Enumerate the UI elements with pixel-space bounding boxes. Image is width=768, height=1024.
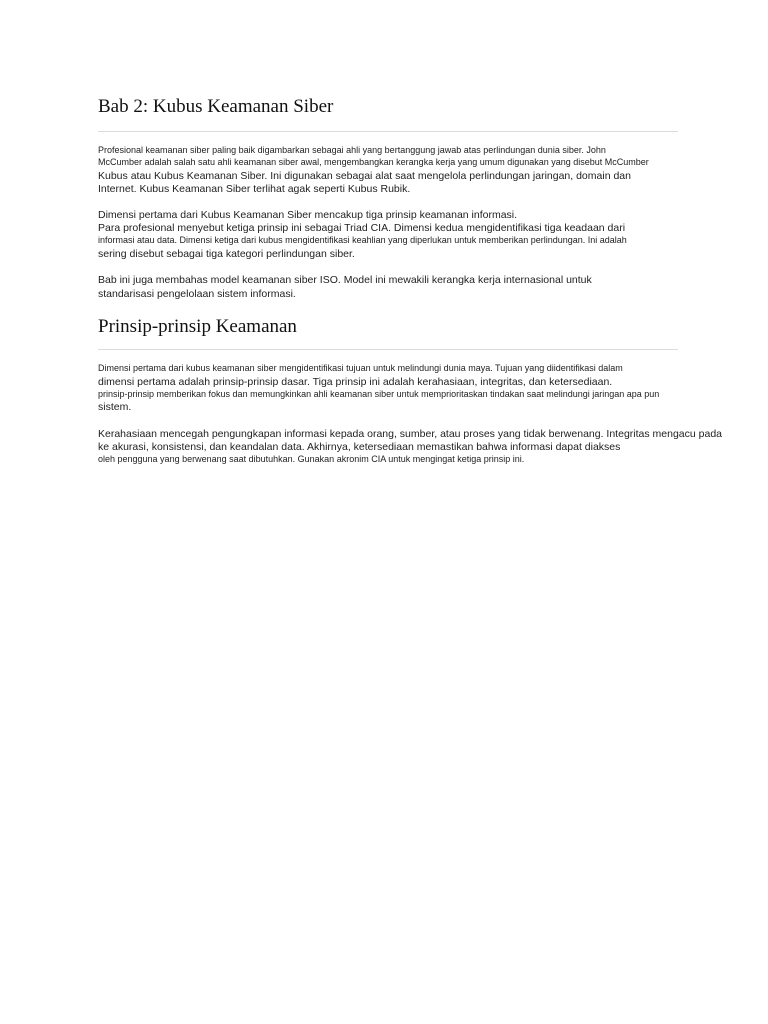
paragraph-line: McCumber adalah salah satu ahli keamanan siber awal, mengembangkan kerangka kerja yang umum digunakan yang disebut McCumber bbox=[98, 157, 649, 167]
paragraph-line: Dimensi pertama dari Kubus Keamanan Siber mencakup tiga prinsip keamanan informasi. bbox=[98, 209, 518, 221]
paragraph-line: standarisasi pengelolaan sistem informasi. bbox=[98, 288, 296, 300]
paragraph-line: sistem. bbox=[98, 401, 132, 413]
paragraph-line: Profesional keamanan siber paling baik digambarkan sebagai ahli yang bertanggung jawab atas perlindungan dunia siber. John bbox=[98, 145, 606, 155]
paragraph-line: Dimensi pertama dari kubus keamanan siber mengidentifikasi tujuan untuk melindungi dunia maya. Tujuan yang diidentifikasi dalam bbox=[98, 363, 623, 373]
paragraph-line: Kerahasiaan mencegah pengungkapan informasi kepada orang, sumber, atau proses yang tidak berwenang. Integritas mengacu pada bbox=[98, 428, 723, 440]
heading-divider bbox=[98, 349, 678, 350]
paragraph-line: Internet. Kubus Keamanan Siber terlihat agak seperti Kubus Rubik. bbox=[98, 183, 411, 195]
section-heading: Prinsip-prinsip Keamanan bbox=[98, 316, 297, 337]
paragraph-line: sering disebut sebagai tiga kategori perlindungan siber. bbox=[98, 248, 355, 260]
paragraph-line: prinsip-prinsip memberikan fokus dan memungkinkan ahli keamanan siber untuk memprioritaskan tindakan saat melindungi jaringan apa pun bbox=[98, 389, 660, 399]
paragraph-line: Kubus atau Kubus Keamanan Siber. Ini digunakan sebagai alat saat mengelola perlindungan jaringan, domain dan bbox=[98, 170, 631, 182]
paragraph-line: ke akurasi, konsistensi, dan keandalan data. Akhirnya, ketersediaan memastikan bahwa informasi dapat diakses bbox=[98, 441, 621, 453]
paragraph-line: oleh pengguna yang berwenang saat dibutuhkan. Gunakan akronim CIA untuk mengingat ketiga prinsip ini. bbox=[98, 454, 525, 464]
heading-divider bbox=[98, 131, 678, 132]
paragraph-line: Bab ini juga membahas model keamanan siber ISO. Model ini mewakili kerangka kerja internasional untuk bbox=[98, 274, 592, 286]
paragraph-line: dimensi pertama adalah prinsip-prinsip dasar. Tiga prinsip ini adalah kerahasiaan, integritas, dan ketersediaan. bbox=[98, 376, 613, 388]
paragraph-line: informasi atau data. Dimensi ketiga dari kubus mengidentifikasi keahlian yang diperlukan untuk memberikan perlindungan. Ini adalah bbox=[98, 235, 627, 245]
chapter-heading: Bab 2: Kubus Keamanan Siber bbox=[98, 96, 334, 117]
paragraph-line: Para profesional menyebut ketiga prinsip ini sebagai Triad CIA. Dimensi kedua mengidentifikasi tiga keadaan dari bbox=[98, 222, 626, 234]
